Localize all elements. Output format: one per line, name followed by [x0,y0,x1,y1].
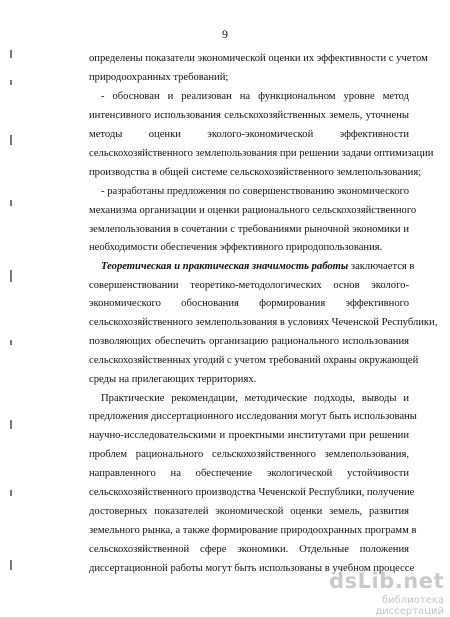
page-number: 9 [222,27,228,41]
line-text: экономического обоснования формирования эффективного [89,298,409,309]
line-text: сельскохозяйственных угодий с учетом требований охраны окружающей [89,355,419,366]
section-lead: Теоретическая и практическая значимость работы [101,261,349,272]
text-line [89,448,409,461]
line-text: достоверных показателей экономической оценки земель, развития [89,506,409,517]
text-line [89,467,409,480]
line-text: направленного на обеспечение экологической устойчивости [89,468,409,479]
line-text: Практические рекомендации, методические подходы, выводы и [101,393,409,404]
line-text: определены показатели экономической оценки их эффективности с учетом [89,53,428,64]
text-line [89,410,417,423]
text-line [89,316,438,329]
line-text: сельскохозяйственного производства Чеченской Республики, получение [89,487,415,498]
line-text: методы оценки эколого-экономической эффективности [89,129,409,140]
text-line [101,392,409,405]
line-text: совершенствовании теоретико-методологических основ эколого- [89,280,409,291]
line-text: научно-исследовательскими и проектными институтами при решении [89,430,409,441]
line-text: землепользования в сочетании с требованиями рыночной экономики и [89,224,409,235]
text-line [89,241,409,254]
line-text: механизма организации и оценки рационального сельскохозяйственного [89,205,417,216]
line-text: - обоснован и реализован на функциональном уровне метод [101,91,409,102]
watermark-logo: dsLib.net [329,569,444,593]
text-line [101,260,415,273]
text-line [89,373,409,386]
line-text: проблем рационального сельскохозяйственного землепользования, [89,449,409,460]
line-text: сельскохозяйственного землепользования при решении задачи оптимизации [89,148,434,159]
left-edge-scan-marks [10,40,20,600]
text-line [89,166,422,179]
text-line [89,223,409,236]
watermark [314,569,444,617]
text-line [89,354,419,367]
text-line [101,185,409,198]
text-line [89,505,409,518]
text-line [89,543,409,556]
text-line [89,71,409,84]
line-text: производства в общей системе сельскохозяйственного землепользования; [89,167,422,178]
text-line [101,90,409,103]
text-line [89,524,417,537]
line-text: сельскохозяйственной сфере экономики. Отдельные положения [89,544,409,555]
line-text: - разработаны предложения по совершенствованию экономического [101,186,409,197]
text-line [89,128,409,141]
line-text: необходимости обеспечения эффективного природопользования. [89,242,383,253]
text-line [89,486,415,499]
watermark-tagline: библиотека диссертаций [375,595,444,617]
line-text: заключается в [348,261,415,272]
text-line [89,429,409,442]
text-line [89,204,417,217]
line-text: земельного рынка, а также формирование природоохранных программ в [89,525,417,536]
line-text: интенсивного использования сельскохозяйственных земель, уточнены [89,110,409,121]
line-text: позволяющих обеспечить организацию рационального использования [89,336,409,347]
text-line [89,52,428,65]
text-line [89,109,409,122]
line-text: предложения диссертационного исследования могут быть использованы [89,411,417,422]
line-text: природоохранных требований; [89,72,229,83]
line-text: диссертационной работы могут быть использованы в учебном процессе [89,563,415,574]
line-text: среды на прилегающих территориях. [89,374,257,385]
text-line [89,297,409,310]
text-line [89,335,409,348]
text-line [89,279,409,292]
line-text: сельскохозяйственного землепользования в условиях Чеченской Республики, [89,317,438,328]
text-line [89,147,434,160]
